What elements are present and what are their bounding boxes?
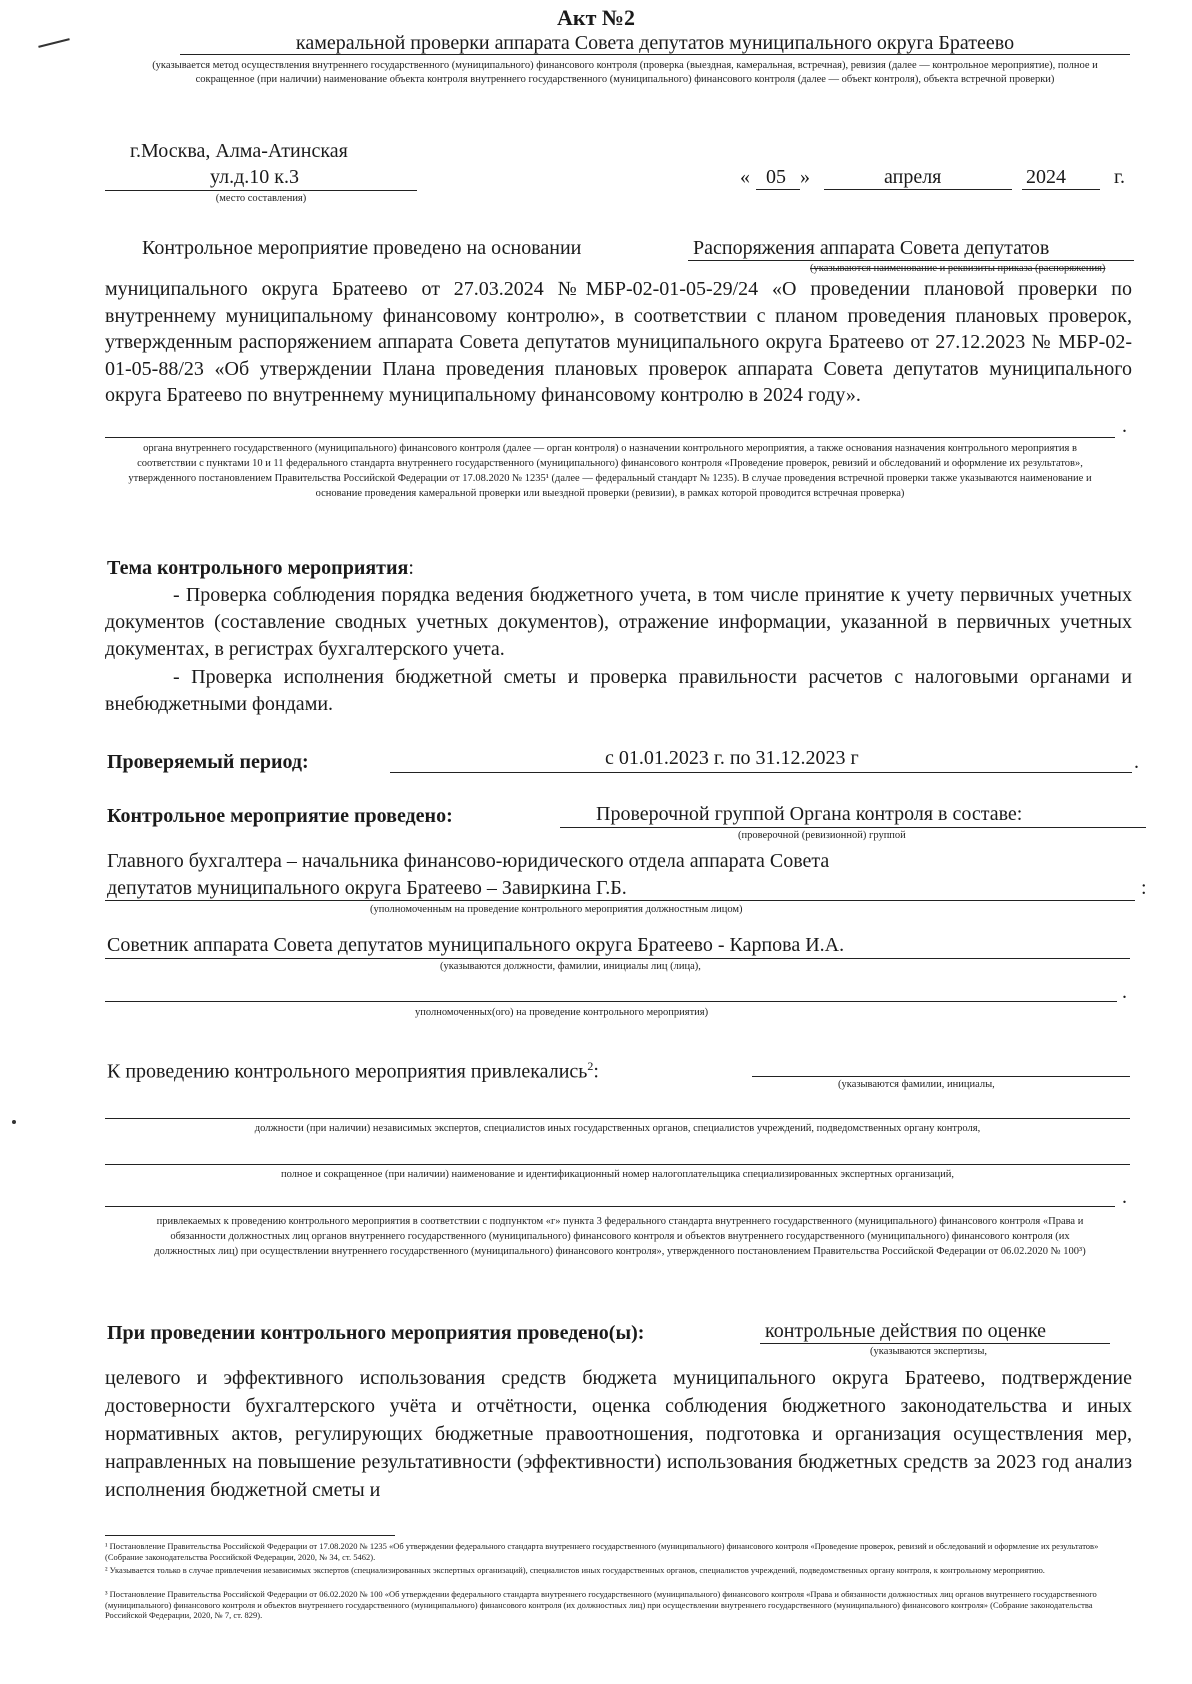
involved-caption-1: (указываются фамилии, инициалы, (838, 1079, 995, 1090)
conducted-underline (560, 827, 1146, 828)
month-underline (824, 189, 1012, 190)
inspector-1-caption: (уполномоченным на проведение контрольного мероприятия должностным лицом) (370, 904, 743, 915)
basis-lead: Контрольное мероприятие проведено на основании (142, 237, 582, 259)
basis-body-underline (105, 437, 1115, 438)
inspector-1-colon: : (1141, 877, 1147, 899)
scan-mark (38, 38, 70, 48)
inspector-1-line1: Главного бухгалтера – начальника финансово-юридического отдела аппарата Совета (107, 850, 830, 872)
scan-dot (12, 1120, 16, 1124)
inspector-2-blank-line (105, 1001, 1117, 1002)
footnote-3: ³ Постановление Правительства Российской Федерации от 06.02.2020 № 100 «Об утверждении федерального стандарта внутреннего государственного (муниципального) финансового контроля «Права и обязанности должностных лиц органов внутреннего государственного (муниципального) финансового контроля и объектов внутреннего государственного (муниципального) финансового контроля (их должностных лиц) при осуществлении внутреннего государственного (муниципального) финансового контроля» (Собрание законодательства Российской Федерации, 2020, № 7, ст. 829). (105, 1589, 1097, 1620)
involved-label-wrap (107, 1053, 599, 1085)
footnote-2: ² Указывается только в случае привлечения независимых экспертов (специализированных экспертных организаций), специалистов иных государственных органов, специалистов учреждений, подведомственных органу контроля, к контрольному мероприятию. (105, 1565, 1045, 1575)
basis-body: муниципального округа Братеево от 27.03.2024 №МБР-02-01-05-29/24 «О проведении плановой проверки по внутреннему муниципальному финансовому контролю», в соответствии с планом проведения плановых проверок, утвержденным распоряжением аппарата Совета депутатов муниципального округа Братеево от 27.12.2023 № МБР-02-01-05-88/23 «Об утверждении Плана проведения плановых проверок аппарата Совета депутатов муниципального округа Братеево по внутреннему муниципальному финансовому контролю в 2024 году». (105, 278, 1132, 407)
topic-label: Тема контрольного мероприятия (107, 557, 409, 579)
day-open-quote: « (740, 166, 750, 188)
involved-footnote-ref: 2 (587, 1059, 594, 1073)
period-label: Проверяемый период: (107, 751, 309, 773)
period-underline (390, 772, 1132, 773)
act-title: Акт №2 (557, 5, 635, 30)
basis-end-dot: . (1122, 415, 1127, 437)
basis-note: органа внутреннего государственного (муниципального) финансового контроля (далее — орган контроля) о назначении контрольного мероприятия, а также основания назначения контрольного мероприятия в соответствии с пунктами 10 и 11 федерального стандарта внутреннего государственного (муниципального) финансового контроля «Проведение проверок, ревизий и обследований и оформление их результатов», утвержденного постановлением Правительства Российской Федерации от 17.08.2020 № 1235¹ (далее — федеральный стандарт № 1235). В случае проведения встречной проверки также указываются наименование и основание проведения камеральной проверки или выездной проверки (ревизии), в рамках которой проводится встречная проверка) (128, 443, 1092, 499)
place-line1: г.Москва, Алма-Атинская (130, 140, 348, 162)
year-underline (1022, 189, 1100, 190)
topic-label-wrap (107, 555, 414, 581)
inspector-2-caption: (указываются должности, фамилии, инициалы лиц (лица), (440, 961, 701, 972)
basis-document: Распоряжения аппарата Совета депутатов (693, 237, 1050, 259)
involved-caption-2: должности (при наличии) независимых экспертов, специалистов иных государственных органов, специалистов учреждений, подведомственных органу контроля, (254, 1123, 981, 1134)
actions-underline (760, 1343, 1110, 1344)
actions-body: целевого и эффективного использования средств бюджета муниципального округа Братеево, подтверждение достоверности бухгалтерского учёта и отчётности, оценка соблюдения бюджетного законодательства и иных нормативных актов, регулирующих бюджетные правоотношения, подготовка и организация осуществления мер, направленных на повышение результативности (эффективности) использования бюджетных средств за 2023 год анализ исполнения бюджетной сметы и (105, 1367, 1132, 1501)
involved-label: К проведению контрольного мероприятия привлекались (107, 1060, 588, 1083)
involved-blank-line-1 (105, 1118, 1130, 1119)
involved-blank-line-3 (105, 1206, 1115, 1207)
involved-underline (752, 1076, 1130, 1077)
footnote-separator (105, 1535, 395, 1536)
involved-colon: : (593, 1060, 599, 1083)
place-underline (105, 190, 417, 191)
involved-caption-4: привлекаемых к проведению контрольного мероприятия в соответствии с подпунктом «г» пункта 3 федерального стандарта внутреннего государственного (муниципального) финансового контроля «Права и обязанности должностных лиц органов внутреннего государственного (муниципального) финансового контроля и объектов внутреннего государственного (муниципального) финансового контроля (их должностных лиц) при осуществлении внутреннего государственного (муниципального) финансового контроля», утвержденного постановлением Правительства Российской Федерации от 06.02.2020 № 100³) (154, 1216, 1086, 1257)
day-close-quote: » (800, 166, 810, 188)
date-month: апреля (884, 166, 942, 188)
inspector-2: Советник аппарата Совета депутатов муниципального округа Братеево - Карпова И.А. (107, 934, 845, 956)
actions-caption: (указываются экспертизы, (870, 1346, 988, 1357)
inspector-2-caption2: уполномоченных(ого) на проведение контрольного мероприятия) (415, 1007, 709, 1018)
involved-blank-line-2 (105, 1164, 1130, 1165)
day-underline (756, 189, 800, 190)
inspector-2-end-dot: . (1122, 981, 1127, 1003)
involved-end-dot: . (1122, 1186, 1127, 1208)
topic-item-1: - Проверка соблюдения порядка ведения бюджетного учета, в том числе принятие к учету первичных учетных документов (составление сводных учетных документов), отражение информации, указанной в первичных учетных документах, в регистрах бухгалтерского учета. (105, 584, 1132, 660)
actions-label: При проведении контрольного мероприятия проведено(ы): (107, 1322, 645, 1344)
involved-caption-3: полное и сокращенное (при наличии) наименование и идентификационный номер налогоплательщика специализированных экспертных организаций, (280, 1169, 955, 1180)
date-year: 2024 (1026, 166, 1066, 188)
footnote-1: ¹ Постановление Правительства Российской Федерации от 17.08.2020 № 1235 «Об утверждении федерального стандарта внутреннего государственного (муниципального) финансового контроля «Проведение проверок, ревизий и обследований и оформление их результатов» (Собрание законодательства Российской Федерации, 2020, № 34, ст. 5462). (105, 1541, 1099, 1562)
inspector-1-line2: депутатов муниципального округа Братеево – Завиркина Г.Б. (107, 877, 627, 899)
topic-item-2: - Проверка исполнения бюджетной сметы и проверка правильности расчетов с налоговыми органами и внебюджетными фондами. (105, 666, 1132, 715)
topic-colon: : (408, 557, 414, 579)
place-line2: ул.д.10 к.3 (210, 166, 299, 188)
subtitle-underline (180, 54, 1130, 55)
place-caption: (место составления) (215, 193, 307, 204)
actions-value: контрольные действия по оценке (765, 1320, 1047, 1342)
date-day: 05 (766, 166, 786, 188)
conducted-value: Проверочной группой Органа контроля в составе: (596, 803, 1023, 825)
basis-document-caption: (указываются наименование и реквизиты приказа (распоряжения) (810, 263, 1106, 274)
inspector-2-underline (105, 958, 1130, 959)
conducted-label: Контрольное мероприятие проведено: (107, 805, 453, 827)
period-value: с 01.01.2023 г. по 31.12.2023 г (605, 747, 859, 769)
year-suffix: г. (1114, 166, 1125, 188)
subtitle-note: (указывается метод осуществления внутреннего государственного (муниципального) финансового контроля (проверка (выездная, камеральная, встречная), ревизия (далее — контрольное мероприятие), полное и сокращенное (при наличии) наименование объекта контроля внутреннего государственного (муниципального) финансового контроля (далее — объект контроля), объекта встречной проверки) (152, 60, 1098, 85)
conducted-caption: (проверочной (ревизионной) группой (738, 830, 906, 841)
basis-document-underline (688, 260, 1134, 261)
period-end-dot: . (1134, 751, 1139, 773)
act-subtitle: камеральной проверки аппарата Совета депутатов муниципального округа Братеево (295, 32, 1015, 54)
inspector-1-underline (105, 900, 1135, 901)
